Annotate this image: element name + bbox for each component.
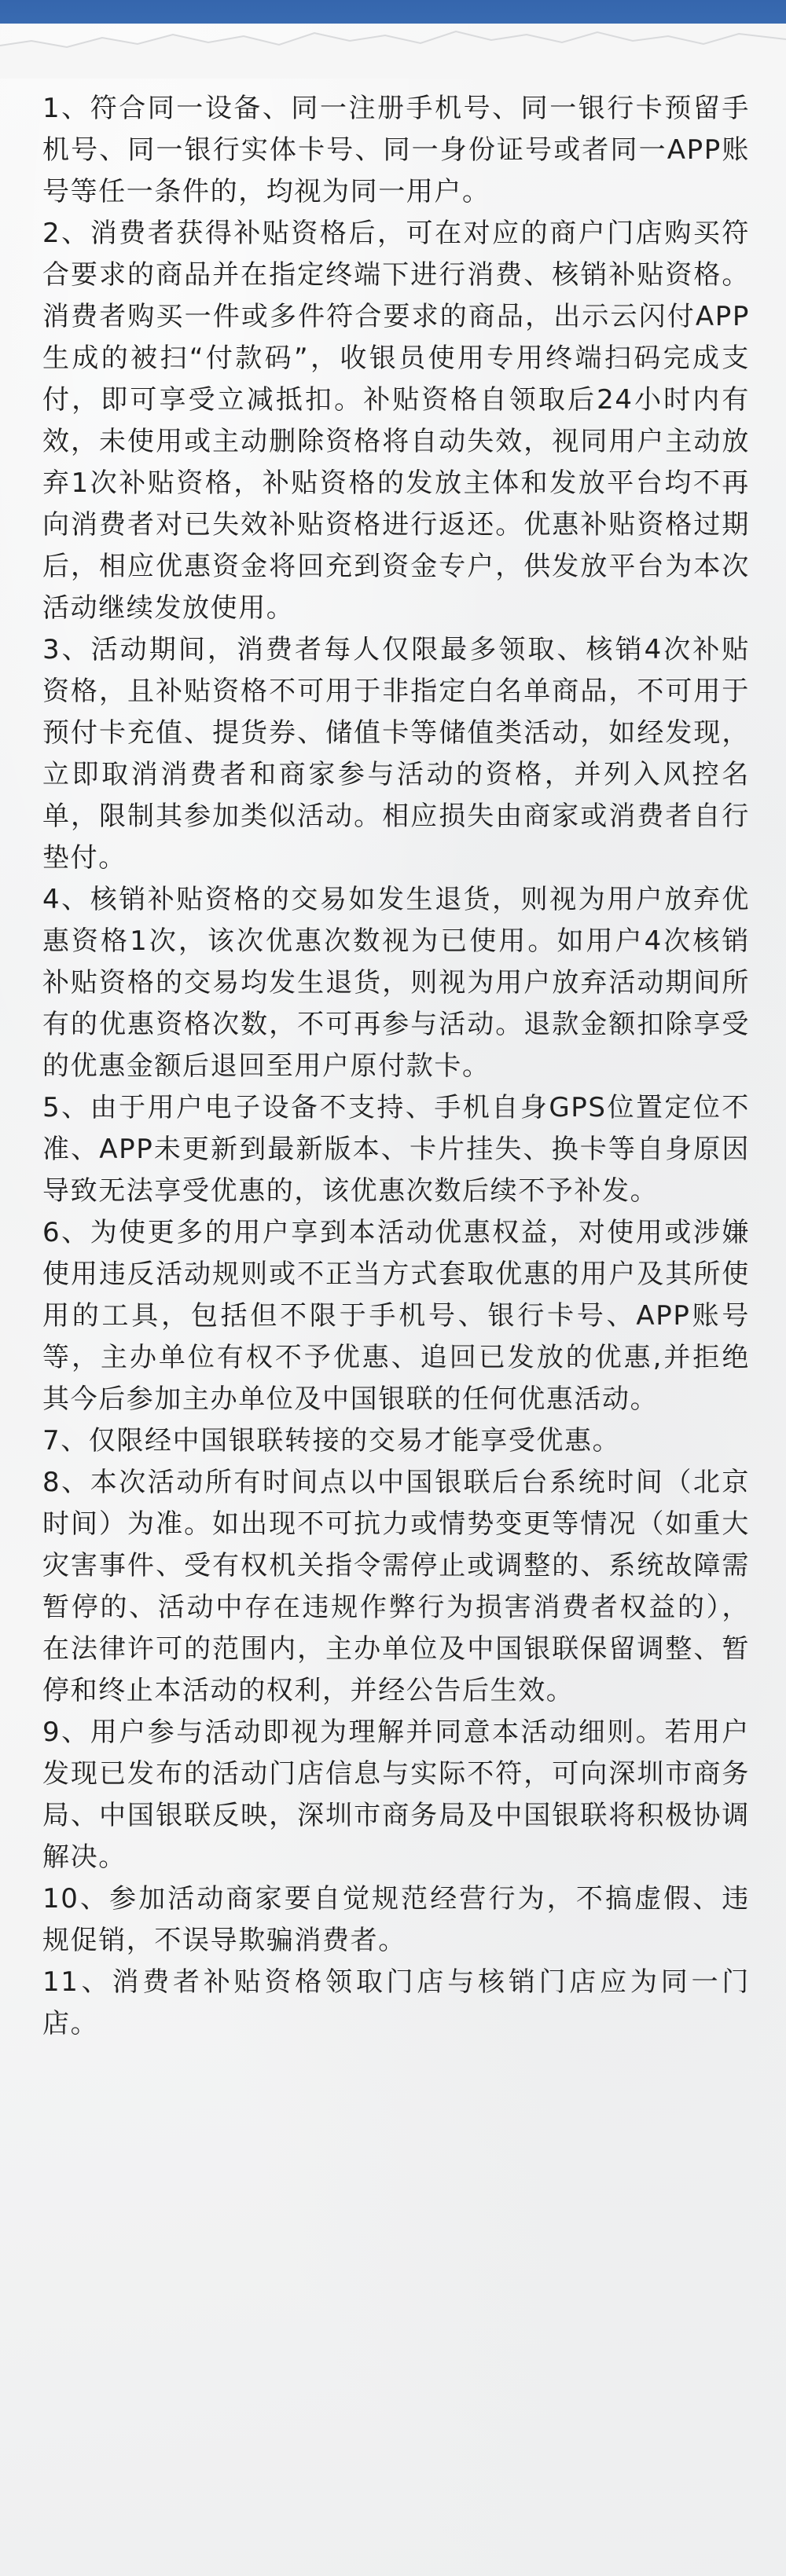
rule-item: 5、由于用户电子设备不支持、手机自身GPS位置定位不准、APP未更新到最新版本、卡片挂失、换卡等自身原因导致无法享受优惠的，该优惠次数后续不予补发。 <box>42 1092 750 1207</box>
torn-paper-edge <box>0 24 786 79</box>
rule-item: 1、符合同一设备、同一注册手机号、同一银行卡预留手机号、同一银行实体卡号、同一身份证号或者同一APP账号等任一条件的，均视为同一用户。 <box>42 93 750 207</box>
rule-item: 7、仅限经中国银联转接的交易才能享受优惠。 <box>42 1425 621 1457</box>
rule-item: 2、消费者获得补贴资格后，可在对应的商户门店购买符合要求的商品并在指定终端下进行消费、核销补贴资格。消费者购买一件或多件符合要求的商品，出示云闪付APP生成的被扫“付款码”，收银员使用专用终端扫码完成支付，即可享受立减抵扣。补贴资格自领取后24小时内有效，未使用或主动删除资格将自动失效，视同用户主动放弃1次补贴资格，补贴资格的发放主体和发放平台均不再向消费者对已失效补贴资格进行返还。优惠补贴资格过期后，相应优惠资金将回充到资金专户，供发放平台为本次活动继续发放使用。 <box>42 218 750 624</box>
rule-item: 8、本次活动所有时间点以中国银联后台系统时间（北京时间）为准。如出现不可抗力或情势变更等情况（如重大灾害事件、受有权机关指令需停止或调整的、系统故障需暂停的、活动中存在违规作弊行为损害消费者权益的），在法律许可的范围内，主办单位及中国银联保留调整、暂停和终止本活动的权利，并经公告后生效。 <box>42 1467 750 1706</box>
rules-list <box>42 88 750 2045</box>
rule-item: 11、消费者补贴资格领取门店与核销门店应为同一门店。 <box>42 1966 750 2039</box>
rule-item: 9、用户参与活动即视为理解并同意本活动细则。若用户发现已发布的活动门店信息与实际不符，可向深圳市商务局、中国银联反映，深圳市商务局及中国银联将积极协调解决。 <box>42 1717 750 1873</box>
rule-item: 10、参加活动商家要自觉规范经营行为，不搞虚假、违规促销，不误导欺骗消费者。 <box>42 1883 750 1956</box>
rule-item: 3、活动期间，消费者每人仅限最多领取、核销4次补贴资格，且补贴资格不可用于非指定白名单商品，不可用于预付卡充值、提货券、储值卡等储值类活动，如经发现，立即取消消费者和商家参与活动的资格，并列入风控名单，限制其参加类似活动。相应损失由商家或消费者自行垫付。 <box>42 634 750 874</box>
rule-item: 6、为使更多的用户享到本活动优惠权益，对使用或涉嫌使用违反活动规则或不正当方式套取优惠的用户及其所使用的工具，包括但不限于手机号、银行卡号、APP账号等，主办单位有权不予优惠、追回已发放的优惠,并拒绝其今后参加主办单位及中国银联的任何优惠活动。 <box>42 1217 750 1415</box>
paper-sheet <box>0 24 786 2576</box>
rule-item: 4、核销补贴资格的交易如发生退货，则视为用户放弃优惠资格1次，该次优惠次数视为已使用。如用户4次核销补贴资格的交易均发生退货，则视为用户放弃活动期间所有的优惠资格次数，不可再参与活动。退款金额扣除享受的优惠金额后退回至用户原付款卡。 <box>42 884 750 1082</box>
